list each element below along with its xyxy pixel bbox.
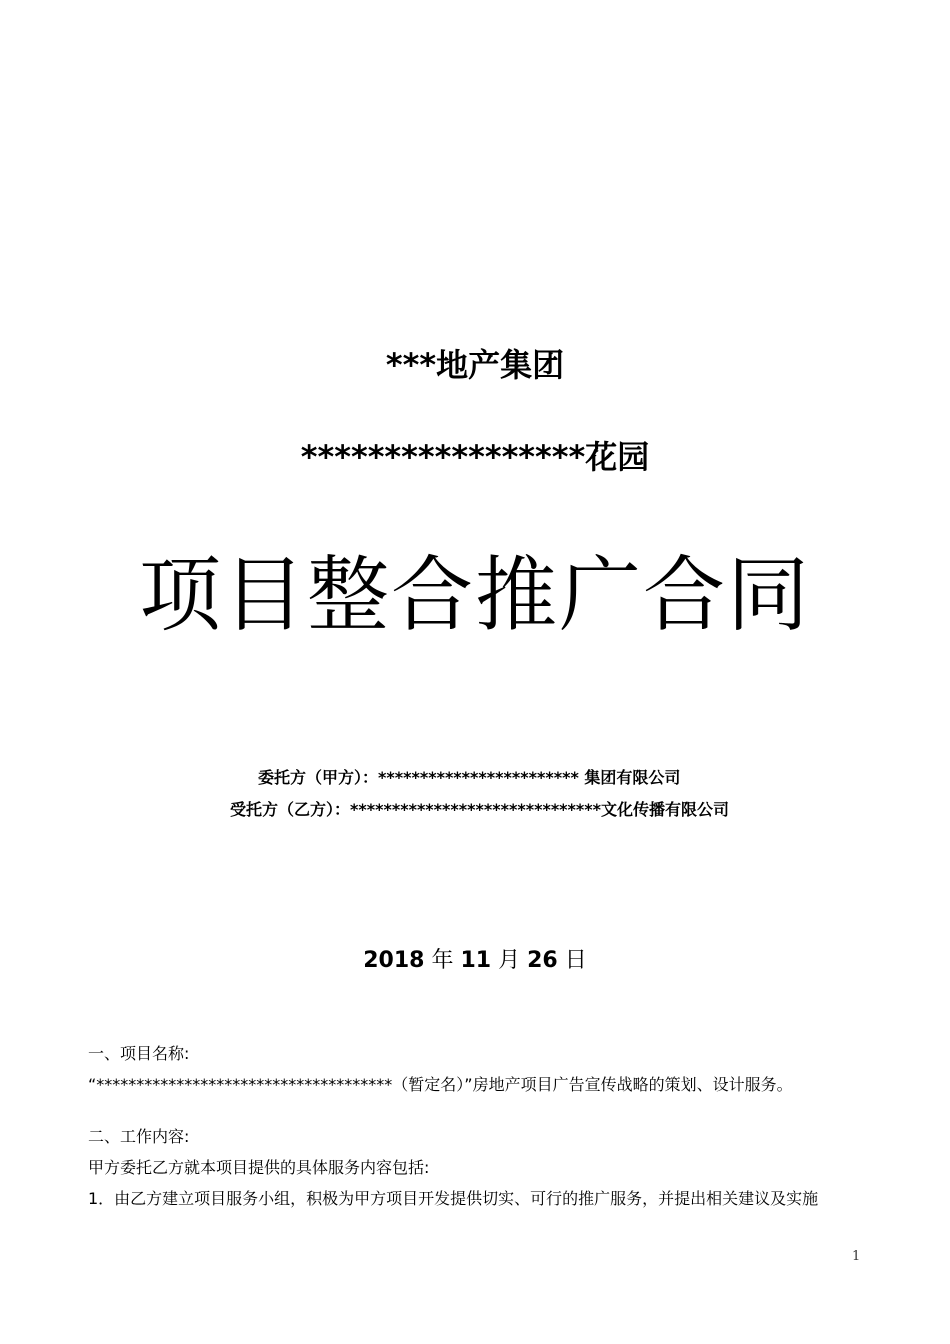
date-month: 11 bbox=[460, 948, 492, 973]
section2-item-1: 1．由乙方建立项目服务小组，积极为甲方项目开发提供切实、可行的推广服务，并提出相关建议及实施 bbox=[88, 1189, 819, 1208]
company-name: ***地产集团 bbox=[385, 346, 565, 384]
contract-title: 项目整合推广合同 bbox=[138, 548, 811, 643]
section1-heading: 一、项目名称: bbox=[88, 1044, 190, 1063]
page-number: 1 bbox=[852, 1249, 861, 1264]
date-day: 26 bbox=[527, 948, 558, 973]
section2-intro: 甲方委托乙方就本项目提供的具体服务内容包括: bbox=[88, 1158, 430, 1177]
date-month-unit: 月 bbox=[498, 948, 521, 973]
section1-text: “*************************************（暂定名）”房地产项目广告宣传战略的策划、设计服务。 bbox=[88, 1075, 793, 1094]
project-name: *****************花园 bbox=[300, 438, 650, 476]
party-a-line: 委托方（甲方）：************************ 集团有限公司 bbox=[258, 768, 681, 787]
party-b-line: 受托方（乙方）：******************************文化传播有限公司 bbox=[230, 800, 730, 819]
section2-heading: 二、工作内容: bbox=[88, 1127, 190, 1146]
date-day-unit: 日 bbox=[564, 948, 587, 973]
date-year-unit: 年 bbox=[431, 948, 454, 973]
contract-date bbox=[0, 943, 950, 974]
date-year: 2018 bbox=[363, 948, 425, 973]
